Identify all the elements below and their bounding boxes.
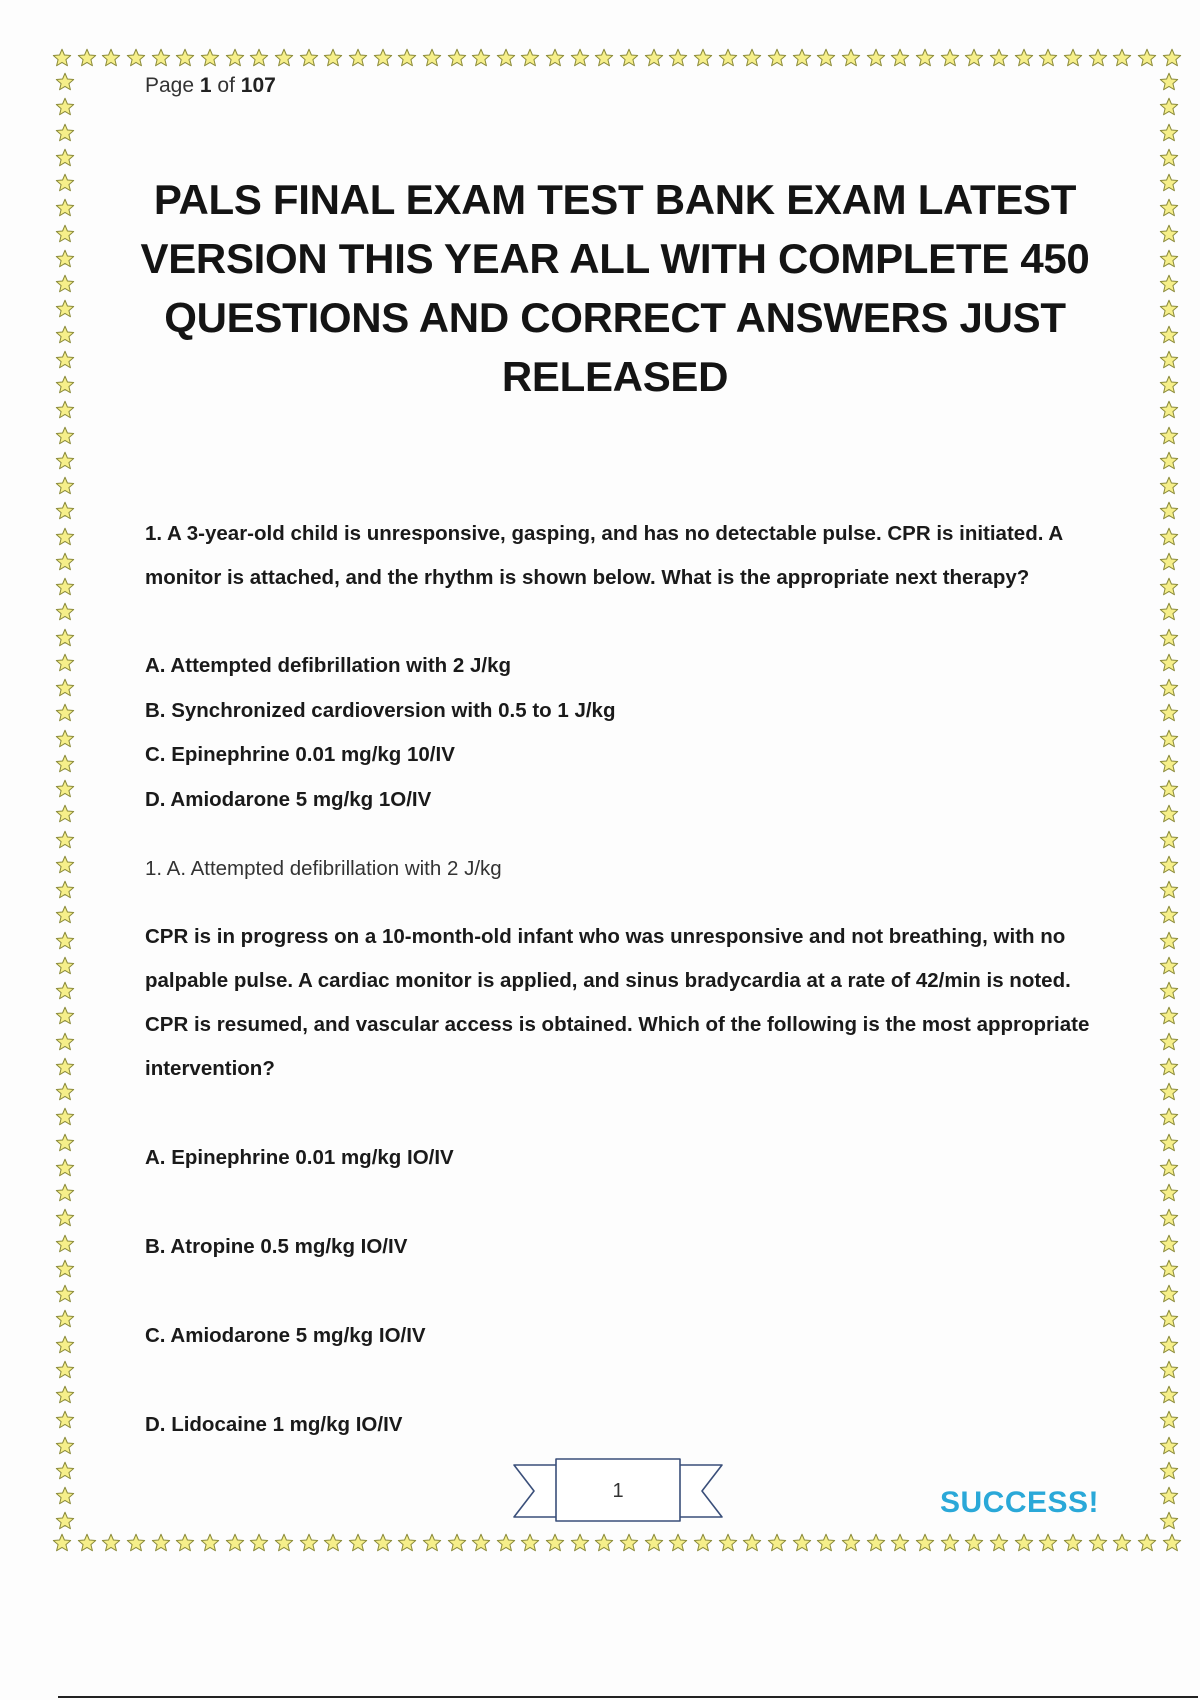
star-icon — [447, 1533, 467, 1553]
star-icon — [940, 48, 960, 68]
star-icon — [55, 956, 75, 976]
star-icon — [1159, 400, 1179, 420]
star-border-bottom — [52, 1530, 1182, 1556]
star-icon — [989, 1533, 1009, 1553]
star-icon — [1159, 602, 1179, 622]
star-icon — [1159, 72, 1179, 92]
star-icon — [816, 48, 836, 68]
star-icon — [55, 577, 75, 597]
star-icon — [471, 48, 491, 68]
star-icon — [1063, 1533, 1083, 1553]
star-icon — [767, 1533, 787, 1553]
success-motto: SUCCESS! — [940, 1486, 1100, 1519]
star-icon — [1159, 1133, 1179, 1153]
star-icon — [373, 48, 393, 68]
star-icon — [274, 48, 294, 68]
star-icon — [1159, 1385, 1179, 1405]
star-icon — [55, 1259, 75, 1279]
star-icon — [1159, 1107, 1179, 1127]
star-icon — [55, 1360, 75, 1380]
star-icon — [200, 1533, 220, 1553]
star-icon — [55, 1234, 75, 1254]
star-icon — [1159, 476, 1179, 496]
question-2-option-b: B. Atropine 0.5 mg/kg IO/IV — [145, 1235, 408, 1258]
star-icon — [570, 48, 590, 68]
star-icon — [55, 1158, 75, 1178]
star-icon — [225, 48, 245, 68]
star-icon — [55, 779, 75, 799]
star-icon — [55, 173, 75, 193]
star-icon — [1159, 880, 1179, 900]
star-border-top — [52, 45, 1182, 71]
star-icon — [151, 48, 171, 68]
page-of: of — [217, 74, 235, 97]
question-1-answer: 1. A. Attempted defibrillation with 2 J/kg — [145, 857, 502, 880]
star-icon — [545, 1533, 565, 1553]
star-icon — [1159, 1335, 1179, 1355]
star-icon — [1159, 274, 1179, 294]
star-icon — [570, 1533, 590, 1553]
star-icon — [55, 249, 75, 269]
star-icon — [693, 1533, 713, 1553]
star-icon — [1162, 48, 1182, 68]
star-icon — [55, 552, 75, 572]
star-icon — [55, 804, 75, 824]
star-icon — [175, 1533, 195, 1553]
star-icon — [348, 48, 368, 68]
star-icon — [668, 48, 688, 68]
star-icon — [323, 1533, 343, 1553]
star-icon — [101, 1533, 121, 1553]
question-1-option-a: A. Attempted defibrillation with 2 J/kg — [145, 654, 511, 677]
star-icon — [1159, 1461, 1179, 1481]
star-icon — [1159, 173, 1179, 193]
star-icon — [55, 274, 75, 294]
star-icon — [55, 1410, 75, 1430]
star-icon — [249, 1533, 269, 1553]
star-icon — [1159, 1259, 1179, 1279]
star-icon — [940, 1533, 960, 1553]
star-icon — [1159, 1082, 1179, 1102]
star-icon — [55, 426, 75, 446]
star-icon — [55, 476, 75, 496]
star-icon — [55, 678, 75, 698]
title-line: VERSION THIS YEAR ALL WITH COMPLETE 450 — [140, 235, 1090, 282]
star-icon — [1159, 981, 1179, 1001]
star-icon — [964, 1533, 984, 1553]
star-icon — [1159, 1284, 1179, 1304]
star-icon — [1159, 678, 1179, 698]
star-icon — [225, 1533, 245, 1553]
question-1-option-c: C. Epinephrine 0.01 mg/kg 10/IV — [145, 743, 455, 766]
star-icon — [422, 48, 442, 68]
star-icon — [1159, 628, 1179, 648]
star-icon — [496, 1533, 516, 1553]
footer-page-number: 1 — [612, 1480, 624, 1502]
star-icon — [55, 1183, 75, 1203]
star-icon — [1112, 48, 1132, 68]
star-icon — [1159, 905, 1179, 925]
question-1-option-b: B. Synchronized cardioversion with 0.5 to 1 J/kg — [145, 699, 616, 722]
star-icon — [422, 1533, 442, 1553]
star-icon — [151, 1533, 171, 1553]
star-icon — [1014, 1533, 1034, 1553]
star-icon — [373, 1533, 393, 1553]
star-icon — [1159, 1410, 1179, 1430]
star-icon — [989, 48, 1009, 68]
star-icon — [742, 1533, 762, 1553]
star-icon — [1159, 779, 1179, 799]
question-2-option-c: C. Amiodarone 5 mg/kg IO/IV — [145, 1324, 426, 1347]
star-icon — [742, 48, 762, 68]
star-icon — [55, 1107, 75, 1127]
page-prefix: Page — [145, 74, 195, 97]
title-line: QUESTIONS AND CORRECT ANSWERS JUST — [164, 294, 1066, 341]
star-icon — [890, 48, 910, 68]
star-icon — [55, 729, 75, 749]
star-icon — [1159, 198, 1179, 218]
question-1-option-d: D. Amiodarone 5 mg/kg 1O/IV — [145, 788, 432, 811]
star-icon — [55, 653, 75, 673]
star-icon — [668, 1533, 688, 1553]
star-icon — [644, 1533, 664, 1553]
star-icon — [520, 48, 540, 68]
star-icon — [55, 1284, 75, 1304]
star-icon — [1159, 527, 1179, 547]
star-icon — [1159, 224, 1179, 244]
star-icon — [77, 48, 97, 68]
star-icon — [1088, 1533, 1108, 1553]
star-icon — [1159, 97, 1179, 117]
star-icon — [101, 48, 121, 68]
document-title — [120, 170, 1110, 406]
star-icon — [274, 1533, 294, 1553]
star-icon — [1159, 1486, 1179, 1506]
star-icon — [397, 48, 417, 68]
star-icon — [1159, 1436, 1179, 1456]
page-indicator — [145, 74, 276, 98]
question-2-option-a: A. Epinephrine 0.01 mg/kg IO/IV — [145, 1146, 454, 1169]
star-icon — [55, 1082, 75, 1102]
star-icon — [55, 1385, 75, 1405]
star-icon — [52, 1533, 72, 1553]
star-icon — [1159, 577, 1179, 597]
star-icon — [77, 1533, 97, 1553]
star-icon — [55, 754, 75, 774]
star-icon — [55, 855, 75, 875]
star-icon — [447, 48, 467, 68]
star-icon — [1159, 1057, 1179, 1077]
star-icon — [249, 48, 269, 68]
star-icon — [1159, 1183, 1179, 1203]
star-icon — [644, 48, 664, 68]
star-icon — [1038, 1533, 1058, 1553]
star-icon — [866, 48, 886, 68]
star-icon — [55, 602, 75, 622]
star-icon — [1014, 48, 1034, 68]
star-icon — [619, 1533, 639, 1553]
star-icon — [200, 48, 220, 68]
star-icon — [55, 72, 75, 92]
star-icon — [52, 48, 72, 68]
star-icon — [55, 123, 75, 143]
star-icon — [545, 48, 565, 68]
star-icon — [1159, 1360, 1179, 1380]
star-icon — [323, 48, 343, 68]
star-icon — [1159, 501, 1179, 521]
star-icon — [55, 451, 75, 471]
page-total: 107 — [240, 74, 276, 97]
star-icon — [1159, 1208, 1179, 1228]
star-icon — [1159, 123, 1179, 143]
star-icon — [1038, 48, 1058, 68]
star-icon — [55, 905, 75, 925]
question-2-text: CPR is in progress on a 10-month-old infant who was unresponsive and not breathing, with no palpable pulse. A cardiac monitor is applied, and sinus bradycardia at a rate of 42/min is noted. CPR is resumed, and vascular access is obtained. Which of the following is the most appropriate intervention? — [145, 925, 1090, 1080]
star-icon — [1159, 931, 1179, 951]
star-icon — [55, 148, 75, 168]
star-icon — [1088, 48, 1108, 68]
star-icon — [55, 931, 75, 951]
title-line: PALS FINAL EXAM TEST BANK EXAM LATEST — [153, 176, 1077, 223]
star-icon — [1159, 325, 1179, 345]
star-icon — [1159, 1511, 1179, 1531]
star-icon — [1137, 48, 1157, 68]
star-icon — [792, 1533, 812, 1553]
star-icon — [55, 628, 75, 648]
star-icon — [55, 1309, 75, 1329]
star-icon — [1159, 148, 1179, 168]
star-icon — [299, 48, 319, 68]
star-icon — [55, 1486, 75, 1506]
star-icon — [841, 48, 861, 68]
star-icon — [594, 48, 614, 68]
star-icon — [496, 48, 516, 68]
star-icon — [55, 880, 75, 900]
star-icon — [1159, 249, 1179, 269]
star-icon — [1159, 804, 1179, 824]
star-icon — [1159, 350, 1179, 370]
star-icon — [1159, 552, 1179, 572]
star-icon — [471, 1533, 491, 1553]
star-icon — [55, 1208, 75, 1228]
star-icon — [55, 1436, 75, 1456]
star-icon — [348, 1533, 368, 1553]
star-icon — [397, 1533, 417, 1553]
star-icon — [126, 1533, 146, 1553]
star-icon — [55, 1006, 75, 1026]
star-icon — [1159, 754, 1179, 774]
star-icon — [1159, 653, 1179, 673]
star-border-right — [1156, 72, 1182, 1532]
star-icon — [594, 1533, 614, 1553]
question-1-text: 1. A 3-year-old child is unresponsive, gasping, and has no detectable pulse. CPR is initiated. A monitor is attached, and the rhythm is shown below. What is the appropriate next therapy? — [145, 522, 1063, 589]
star-icon — [915, 1533, 935, 1553]
star-icon — [915, 48, 935, 68]
star-icon — [1063, 48, 1083, 68]
star-icon — [55, 1461, 75, 1481]
star-icon — [1159, 1234, 1179, 1254]
star-icon — [964, 48, 984, 68]
star-icon — [619, 48, 639, 68]
bottom-divider — [58, 1696, 1198, 1698]
star-icon — [1159, 956, 1179, 976]
star-icon — [175, 48, 195, 68]
star-icon — [55, 97, 75, 117]
star-icon — [55, 1335, 75, 1355]
star-icon — [55, 501, 75, 521]
star-icon — [55, 299, 75, 319]
star-icon — [718, 1533, 738, 1553]
star-icon — [792, 48, 812, 68]
star-icon — [1159, 703, 1179, 723]
star-icon — [55, 981, 75, 1001]
star-icon — [866, 1533, 886, 1553]
star-icon — [126, 48, 146, 68]
star-icon — [1159, 426, 1179, 446]
page-current: 1 — [199, 74, 212, 97]
question-2-option-d: D. Lidocaine 1 mg/kg IO/IV — [145, 1413, 403, 1436]
title-line: RELEASED — [501, 353, 729, 400]
star-icon — [841, 1533, 861, 1553]
star-icon — [299, 1533, 319, 1553]
star-icon — [1112, 1533, 1132, 1553]
star-icon — [693, 48, 713, 68]
star-icon — [1162, 1533, 1182, 1553]
star-icon — [55, 198, 75, 218]
star-icon — [1159, 1032, 1179, 1052]
star-icon — [55, 325, 75, 345]
star-border-left — [52, 72, 78, 1532]
star-icon — [55, 350, 75, 370]
star-icon — [55, 1133, 75, 1153]
star-icon — [1159, 451, 1179, 471]
star-icon — [1159, 729, 1179, 749]
star-icon — [55, 224, 75, 244]
star-icon — [718, 48, 738, 68]
star-icon — [816, 1533, 836, 1553]
star-icon — [1137, 1533, 1157, 1553]
star-icon — [55, 703, 75, 723]
star-icon — [55, 400, 75, 420]
star-icon — [520, 1533, 540, 1553]
star-icon — [1159, 1158, 1179, 1178]
star-icon — [55, 527, 75, 547]
star-icon — [55, 375, 75, 395]
star-icon — [890, 1533, 910, 1553]
star-icon — [1159, 855, 1179, 875]
star-icon — [1159, 830, 1179, 850]
star-icon — [767, 48, 787, 68]
star-icon — [55, 830, 75, 850]
star-icon — [1159, 299, 1179, 319]
star-icon — [1159, 1309, 1179, 1329]
star-icon — [1159, 1006, 1179, 1026]
star-icon — [55, 1057, 75, 1077]
star-icon — [55, 1032, 75, 1052]
star-icon — [1159, 375, 1179, 395]
star-icon — [55, 1511, 75, 1531]
